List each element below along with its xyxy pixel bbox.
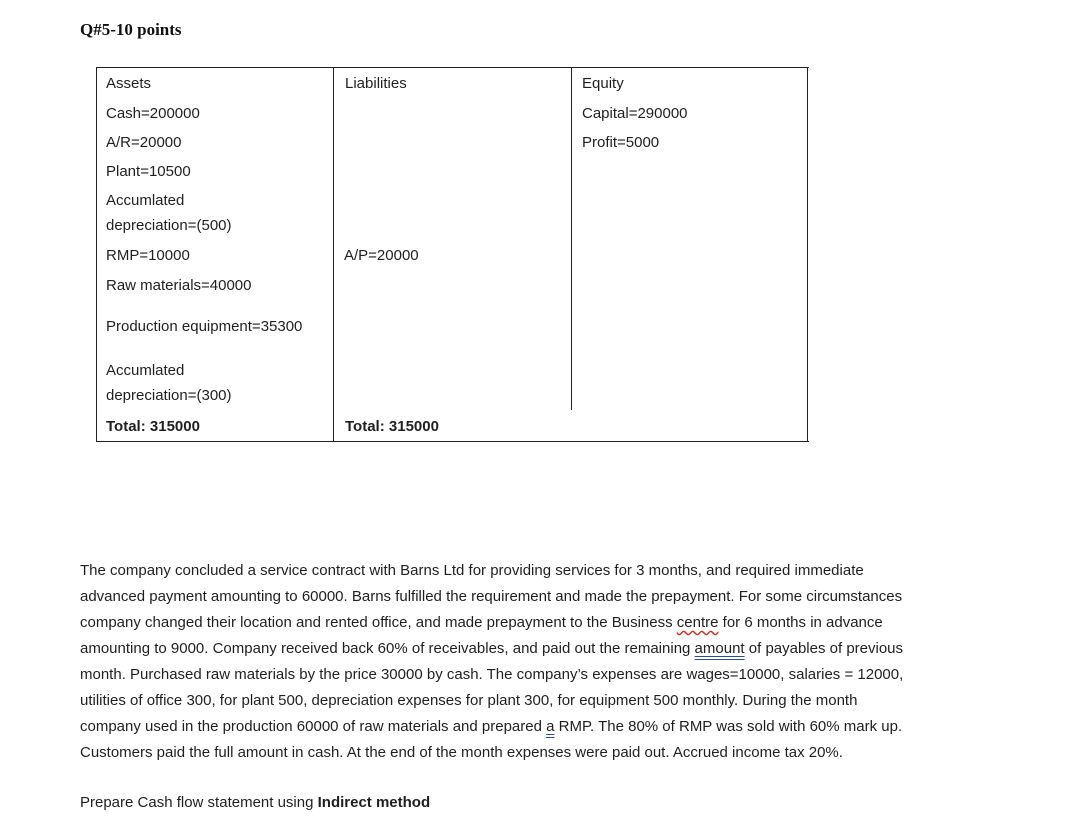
asset-accumulated-depreciation-1a: Accumlated (106, 192, 185, 209)
text-segment: of payables of previous (744, 640, 904, 657)
asset-accumulated-depreciation-2b: depreciation=(300) (106, 387, 232, 404)
table-right-border (807, 67, 808, 442)
liabilities-total: Total: 315000 (345, 418, 439, 435)
text-segment: for 6 months in advance (718, 614, 883, 631)
table-bottom-border (96, 441, 809, 442)
text-segment: company changed their location and rented office, and made prepayment to the Business (80, 614, 677, 631)
task-method: Indirect method (317, 794, 431, 811)
equity-capital: Capital=290000 (582, 105, 688, 122)
paragraph-line: month. Purchased raw materials by the price 30000 by cash. The company’s expenses are wages=10000, salaries = 12000, (80, 666, 904, 683)
table-left-border (96, 67, 97, 442)
paragraph-line (80, 610, 990, 636)
asset-receivables: A/R=20000 (106, 134, 182, 151)
paragraph-line: The company concluded a service contract with Barns Ltd for providing services for 3 months, and required immediate (80, 562, 864, 579)
equity-header: Equity (582, 75, 624, 92)
paragraph-line (80, 714, 990, 740)
task-instruction (80, 790, 430, 816)
asset-raw-materials: Raw materials=40000 (106, 277, 252, 294)
grammar-flag-word: amount (694, 640, 745, 657)
question-heading: Q#5-10 points (80, 20, 182, 39)
asset-rmp: RMP=10000 (106, 247, 190, 264)
asset-plant: Plant=10500 (106, 163, 191, 180)
asset-accumulated-depreciation-1b: depreciation=(500) (106, 217, 232, 234)
column-divider-2 (571, 67, 572, 410)
text-segment: RMP. The 80% of RMP was sold with 60% mark up. (554, 718, 903, 735)
task-prefix: Prepare Cash flow statement using (80, 794, 318, 811)
paragraph-line (80, 636, 990, 662)
asset-accumulated-depreciation-2a: Accumlated (106, 362, 185, 379)
assets-header: Assets (106, 75, 152, 92)
text-segment: amounting to 9000. Company received back 60% of receivables, and paid out the remaining (80, 640, 695, 657)
grammar-flag-word: a (546, 718, 555, 735)
asset-cash: Cash=200000 (106, 105, 200, 122)
column-divider-1 (333, 67, 334, 442)
equity-profit: Profit=5000 (582, 134, 660, 151)
paragraph-line: utilities of office 300, for plant 500, depreciation expenses for plant 300, for equipment 500 monthly. During the month (80, 692, 858, 709)
liability-accounts-payable: A/P=20000 (344, 247, 419, 264)
table-top-border (96, 67, 809, 68)
assets-total: Total: 315000 (106, 418, 200, 435)
asset-production-equipment: Production equipment=35300 (106, 318, 303, 335)
text-segment: company used in the production 60000 of raw materials and prepared (80, 718, 547, 735)
paragraph-line: Customers paid the full amount in cash. At the end of the month expenses were paid out. Accrued income tax 20%. (80, 744, 843, 761)
spellcheck-word: centre (676, 614, 719, 631)
problem-description (80, 558, 990, 766)
liabilities-header: Liabilities (345, 75, 407, 92)
paragraph-line: advanced payment amounting to 60000. Barns fulfilled the requirement and made the prepayment. For some circumstances (80, 588, 903, 605)
